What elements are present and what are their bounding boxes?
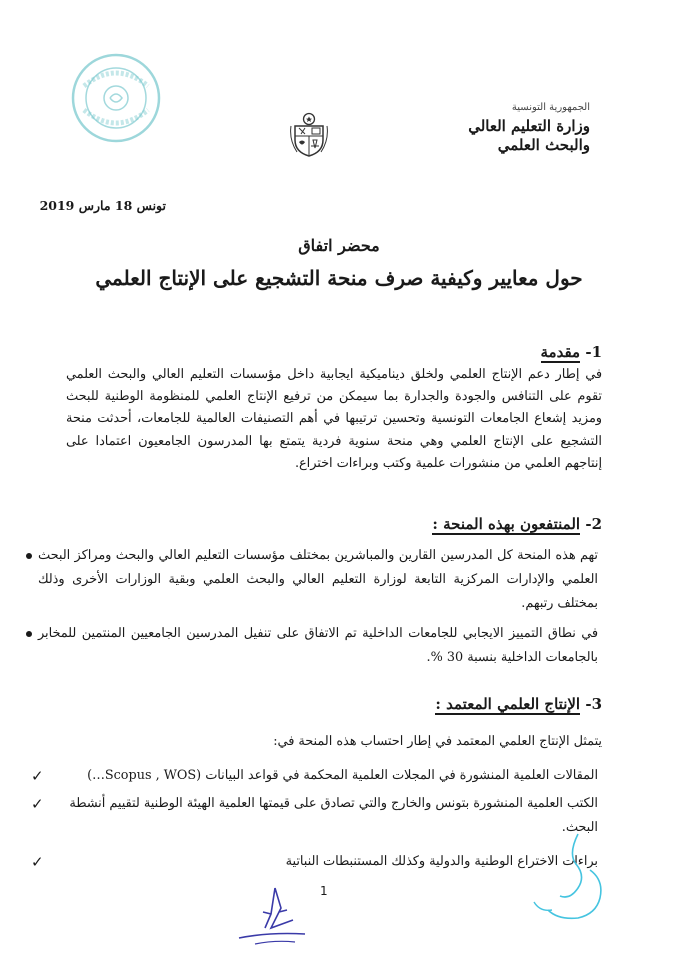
official-stamp [70, 52, 162, 144]
section1-paragraph: في إطار دعم الإنتاج العلمي ولخلق ديناميكية ايجابية داخل مؤسسات التعليم العالي والبحث العلمي تقوم على التنافس والجودة والجدارة بما سيمكن من ترفيع الإنتاج العلمي للمنظومة الوطنية للبحث ومزيد إشعاع الجامعات التونسية وتحسين ترتيبها في أهم التصنيفات العالمية للجامعات، أحدثت منحة التشجيع على الإنتاج العلمي وهي منحة سنوية فردية يتمتع بها المدرسون الجامعيون اعتمادا على إنتاجهم العلمي من منشورات علمية وكتب وبراءات اختراع. [66, 367, 602, 471]
section2-heading [432, 515, 602, 533]
signature-right [530, 830, 620, 925]
bullet-dot-icon [26, 553, 32, 559]
list-item-text: الكتب العلمية المنشورة بتونس والخارج والتي تصادق على قيمتها العلمية الهيئة الوطنية لتقييم أنشطة البحث. [69, 796, 598, 835]
checkmark-icon: ✓ [31, 795, 44, 813]
list-item-text: في نطاق التمييز الايجابي للجامعات الداخلية تم الاتفاق على تنفيل المدرسين الجامعيين المنتمين للمخابر بالجامعات الداخلية بنسبة 30 %. [38, 626, 598, 665]
document-title: محضر اتفاق [298, 236, 380, 255]
section3-number: 3- [585, 695, 602, 713]
checkmark-icon: ✓ [31, 853, 44, 871]
section1-title: مقدمة [540, 343, 581, 361]
section2-title: المنتفعون بهذه المنحة : [432, 515, 581, 533]
section1-heading [541, 343, 602, 361]
list-item [38, 622, 598, 670]
production-list [31, 764, 598, 878]
document-date: تونس 18 مارس 2019 [39, 198, 166, 213]
section3-intro: يتمثل الإنتاج العلمي المعتمد في إطار احتساب هذه المنحة في: [273, 734, 602, 749]
list-item-text: المقالات العلمية المنشورة في المجلات العلمية المحكمة في قواعد البيانات (Scopus , WOS…) [87, 768, 598, 783]
list-item-text: تهم هذه المنحة كل المدرسين القارين والمباشرين بمختلف مؤسسات التعليم العالي والبحث ومراكز البحث العلمي والإدارات المركزية التابعة لوزارة التعليم العالي والبحث العلمي وبقية الوزارات الأخرى وذلك بمختلف رتبهم. [38, 548, 598, 611]
list-item [31, 792, 598, 840]
list-item-text: براءات الاختراع الوطنية والدولية وكذلك المستنبطات النباتية [285, 854, 598, 869]
page-number: 1 [320, 884, 328, 898]
checkmark-icon: ✓ [31, 767, 44, 785]
section3-heading [435, 695, 602, 713]
coat-of-arms-icon [287, 112, 331, 158]
section3-title: الإنتاج العلمي المعتمد : [435, 695, 581, 713]
section2-number: 2- [585, 515, 602, 533]
ministry-name-line2: والبحث العلمي [497, 136, 590, 154]
list-item [31, 764, 598, 788]
section1-number: 1- [585, 343, 602, 361]
bullet-dot-icon [26, 631, 32, 637]
republic-name: الجمهورية التونسية [511, 102, 590, 113]
list-item [38, 544, 598, 616]
beneficiaries-list [38, 544, 598, 676]
document-subtitle: حول معايير وكيفية صرف منحة التشجيع على الإنتاج العلمي [95, 266, 583, 290]
ministry-name-line1: وزارة التعليم العالي [468, 117, 590, 135]
signature-left [235, 880, 315, 950]
list-item [31, 850, 598, 874]
ministry-header [440, 98, 590, 155]
